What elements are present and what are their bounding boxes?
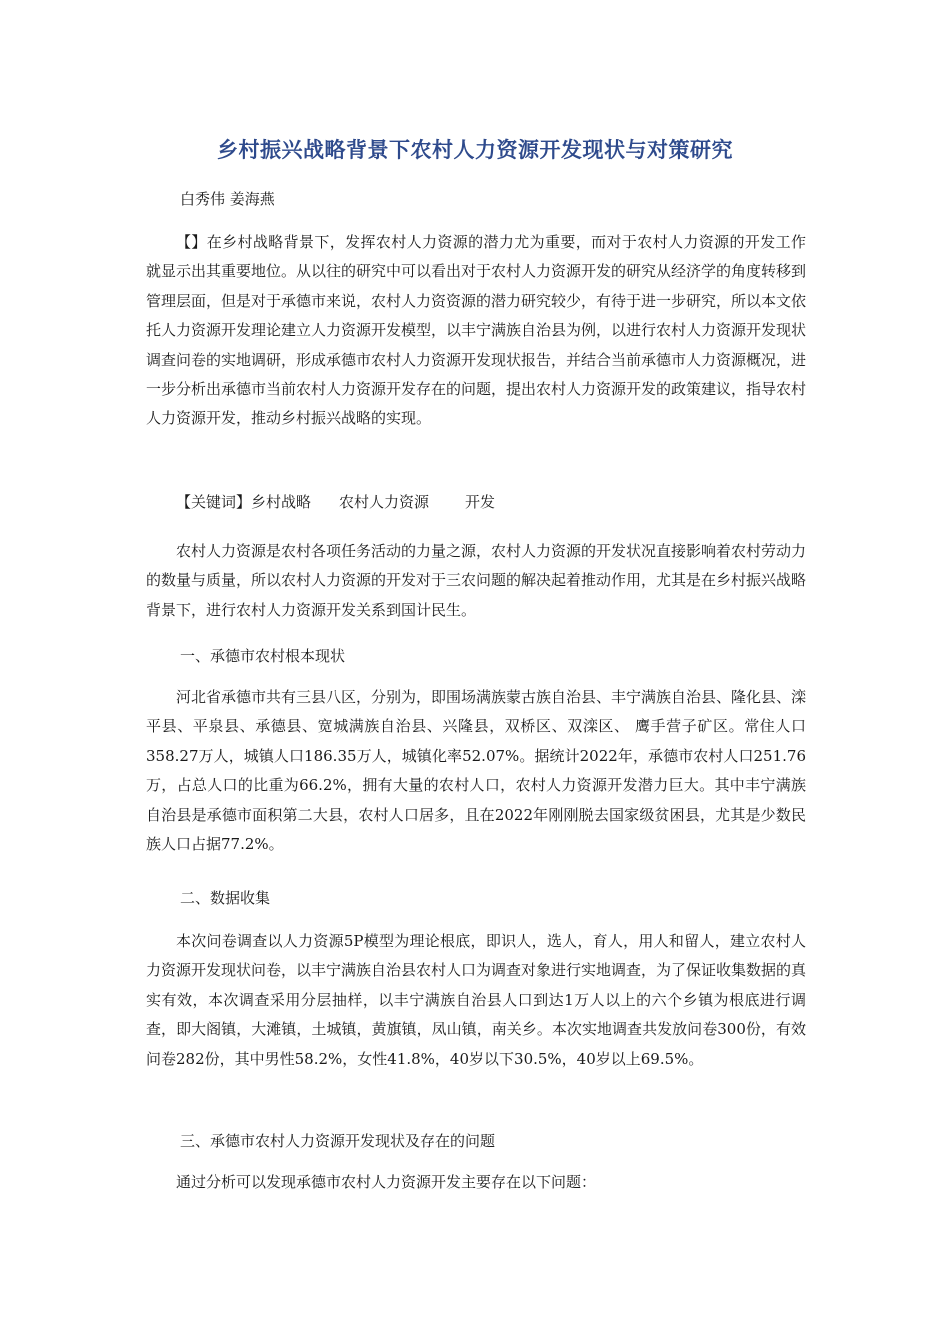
section-heading: 一、承德市农村根本现状 (180, 647, 346, 665)
keywords-line (146, 488, 806, 517)
keyword-item: 农村人力资源 (339, 493, 430, 511)
keyword-item: 乡村战略 (251, 493, 312, 511)
abstract-paragraph (146, 228, 806, 434)
section-heading: 二、数据收集 (180, 889, 271, 907)
abstract-label: 【】 (176, 233, 207, 251)
author-line: 白秀伟 姜海燕 (180, 190, 275, 208)
abstract-text: 在乡村战略背景下，发挥农村人力资源的潜力尤为重要，而对于农村人力资源的开发工作就显示出其重要地位。从以往的研究中可以看出对于农村人力资源开发的研究从经济学的角度转移到管理层面，但是对于承德市来说，农村人力资资源的潜力研究较少，有待于进一步研究，所以本文依托人力资源开发理论建立人力资源开发模型，以丰宁满族自治县为例，以进行农村人力资源开发现状调查问卷的实地调研，形成承德市农村人力资源开发现状报告，并结合当前承德市人力资源概况，进一步分析出承德市当前农村人力资源开发存在的问题，提出农村人力资源开发的政策建议，指导农村人力资源开发，推动乡村振兴战略的实现。 (146, 233, 807, 428)
paper-title: 乡村振兴战略背景下农村人力资源开发现状与对策研究 (217, 138, 733, 162)
keyword-item: 开发 (465, 493, 496, 511)
section-paragraph: 河北省承德市共有三县八区，分别为，即围场满族蒙古族自治县、丰宁满族自治县、隆化县、滦平县、平泉县、承德县、宽城满族自治县、兴隆县，双桥区、双滦区、 鹰手营子矿区。常住人口358.27万人，城镇人口186.35万人，城镇化率52.07%。据统计2022年，承德市农村人口251.76万，占总人口的比重为66.2%，拥有大量的农村人口，农村人力资源开发潜力巨大。其中丰宁满族自治县是承德市面积第二大县，农村人口居多，且在2022年刚刚脱去国家级贫困县，尤其是少数民族人口占据77.2%。 (146, 688, 807, 854)
section-heading: 三、承德市农村人力资源开发现状及存在的问题 (180, 1132, 496, 1150)
section-paragraph: 通过分析可以发现承德市农村人力资源开发主要存在以下问题： (176, 1173, 597, 1191)
section-paragraph: 本次问卷调查以人力资源5P模型为理论根底，即识人，选人，育人，用人和留人，建立农村人力资源开发现状问卷，以丰宁满族自治县农村人口为调查对象进行实地调查，为了保证收集数据的真实有效，本次调查采用分层抽样，以丰宁满族自治县人口到达1万人以上的六个乡镇为根底进行调查，即大阁镇，大滩镇，土城镇，黄旗镇，凤山镇，南关乡。本次实地调查共发放问卷300份，有效问卷282份，其中男性58.2%，女性41.8%，40岁以下30.5%，40岁以上69.5%。 (146, 932, 807, 1068)
intro-paragraph: 农村人力资源是农村各项任务活动的力量之源，农村人力资源的开发状况直接影响着农村劳动力的数量与质量，所以农村人力资源的开发对于三农问题的解决起着推动作用，尤其是在乡村振兴战略背景下，进行农村人力资源开发关系到国计民生。 (146, 542, 807, 619)
keywords-label: 【关键词】 (176, 493, 252, 511)
